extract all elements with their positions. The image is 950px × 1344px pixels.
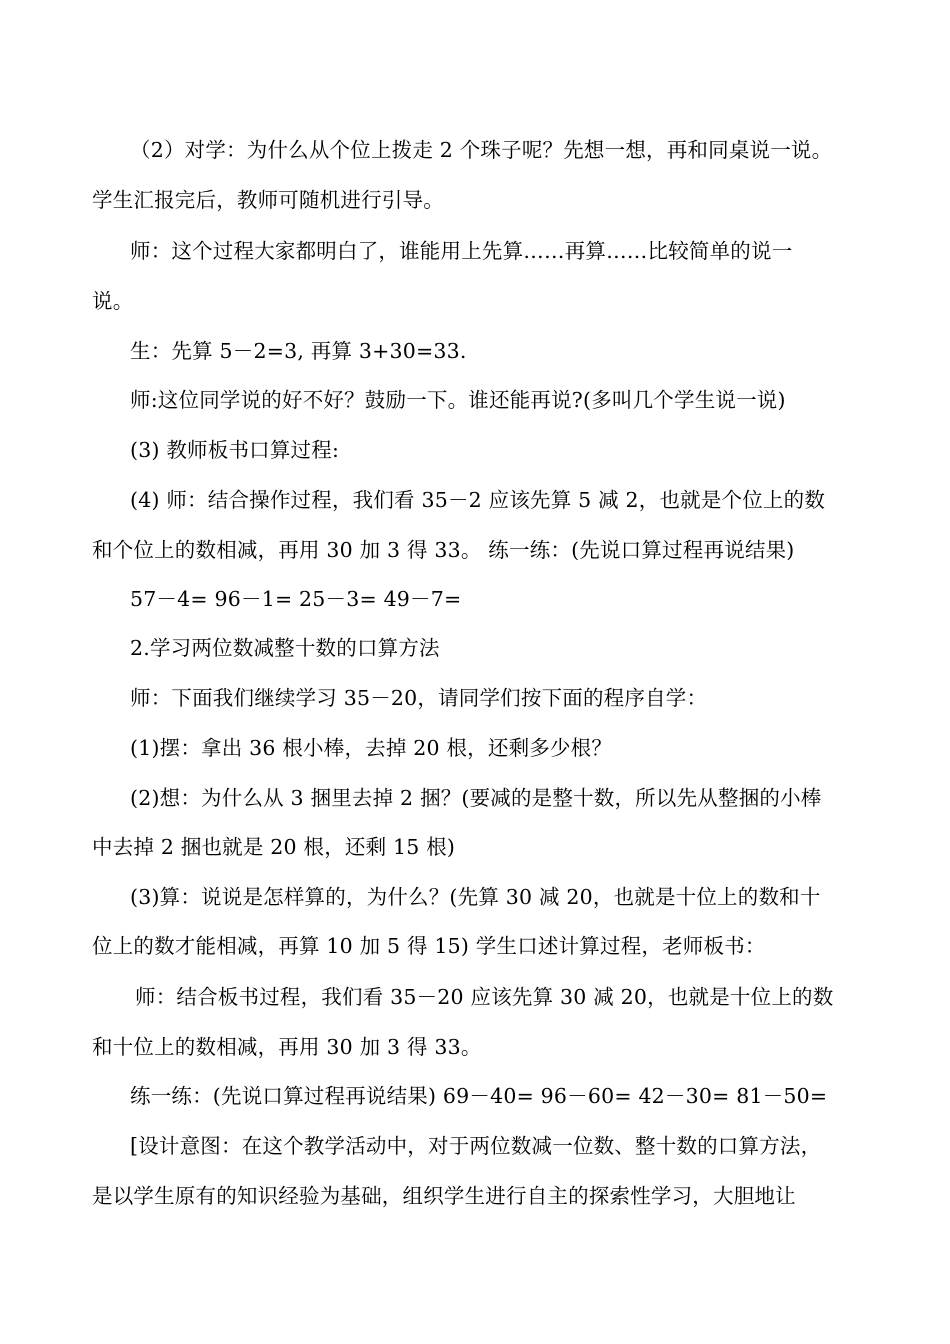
paragraph-line-3: 师：这个过程大家都明白了，谁能用上先算……再算……比较简单的说一 <box>130 239 793 263</box>
paragraph-line-9: 和个位上的数相减，再用 30 加 3 得 33。 练一练：(先说口算过程再说结果) <box>92 538 795 562</box>
paragraph-line-2: 学生汇报完后，教师可随机进行引导。 <box>92 188 444 212</box>
paragraph-line-11: 2.学习两位数减整十数的口算方法 <box>130 636 440 660</box>
paragraph-line-8: (4) 师：结合操作过程，我们看 35－2 应该先算 5 减 2，也就是个位上的数 <box>130 488 826 512</box>
paragraph-line-6: 师:这位同学说的好不好？鼓励一下。谁还能再说?(多叫几个学生说一说) <box>130 388 786 412</box>
paragraph-line-7: (3) 教师板书口算过程: <box>130 438 340 462</box>
paragraph-line-18: 师：结合板书过程，我们看 35－20 应该先算 30 减 20，也就是十位上的数 <box>135 985 834 1009</box>
paragraph-line-1: （2）对学：为什么从个位上拨走 2 个珠子呢？先想一想，再和同桌说一说。 <box>130 138 833 162</box>
paragraph-line-19: 和十位上的数相减，再用 30 加 3 得 33。 <box>92 1035 482 1059</box>
paragraph-line-5: 生：先算 5－2=3, 再算 3+30=33. <box>130 339 467 363</box>
paragraph-line-15: 中去掉 2 捆也就是 20 根，还剩 15 根) <box>92 835 456 859</box>
paragraph-line-17: 位上的数才能相减，再算 10 加 5 得 15) 学生口述计算过程，老师板书： <box>92 934 766 958</box>
paragraph-line-20: 练一练：(先说口算过程再说结果) 69－40= 96－60= 42－30= 81－50= <box>130 1084 828 1108</box>
paragraph-line-22: 是以学生原有的知识经验为基础，组织学生进行自主的探索性学习，大胆地让 <box>92 1184 796 1208</box>
paragraph-line-21: [设计意图：在这个教学活动中，对于两位数减一位数、整十数的口算方法， <box>130 1134 822 1158</box>
paragraph-line-10: 57－4= 96－1= 25－3= 49－7= <box>130 587 462 611</box>
paragraph-line-16: (3)算：说说是怎样算的，为什么？(先算 30 减 20，也就是十位上的数和十 <box>130 885 821 909</box>
paragraph-line-13: (1)摆：拿出 36 根小棒，去掉 20 根，还剩多少根？ <box>130 736 613 760</box>
paragraph-line-12: 师：下面我们继续学习 35－20，请同学们按下面的程序自学： <box>130 686 708 710</box>
paragraph-line-4: 说。 <box>92 289 134 313</box>
paragraph-line-14: (2)想：为什么从 3 捆里去掉 2 捆？(要减的是整十数，所以先从整捆的小棒 <box>130 786 822 810</box>
